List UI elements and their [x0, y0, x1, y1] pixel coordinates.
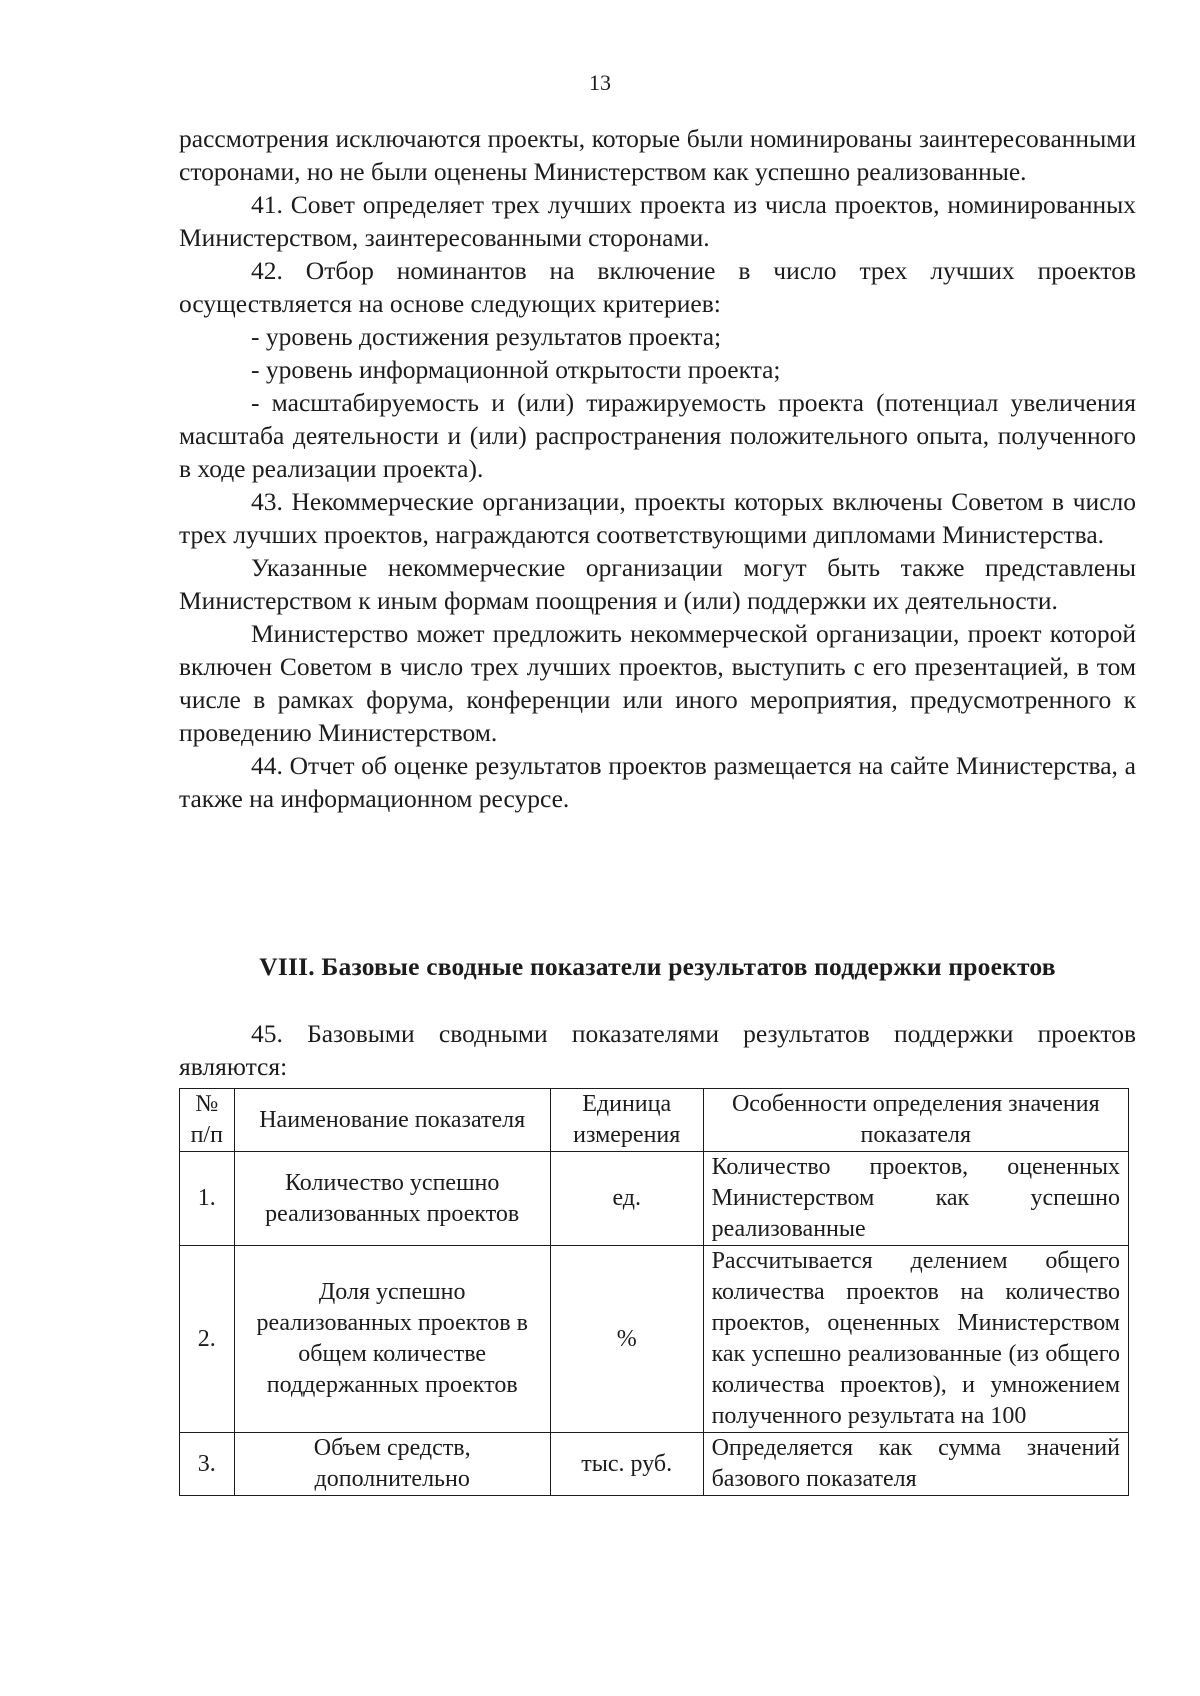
row-number: 2.	[180, 1246, 235, 1433]
paragraph-41: 41. Совет определяет трех лучших проекта из числа проектов, номинированных Министерством, заинтересованными сторонами.	[179, 190, 1136, 252]
paragraph-42: 42. Отбор номинантов на включение в число трех лучших проектов осуществляется на основе следующих критериев:	[179, 256, 1136, 318]
paragraph-45: 45. Базовыми сводными показателями результатов поддержки проектов являются:	[179, 1019, 1136, 1081]
table-header-row	[180, 1089, 1129, 1152]
section-heading: VIII. Базовые сводные показатели результатов поддержки проектов	[259, 952, 1056, 981]
header-indicator-name: Наименование показателя	[234, 1089, 550, 1152]
section-intro	[179, 1017, 1136, 1083]
indicator-unit: ед.	[550, 1152, 703, 1246]
row-number: 3.	[180, 1433, 235, 1496]
indicator-determination: Определяется как сумма значений базового показателя	[703, 1433, 1128, 1496]
indicator-determination: Рассчитывается делением общего количества проектов на количество проектов, оцененных Министерством как успешно реализованные (из общего количества проектов), и умножением полученного результата на 100	[703, 1246, 1128, 1433]
indicators-table	[179, 1088, 1129, 1496]
paragraph: Указанные некоммерческие организации могут быть также представлены Министерством к иным формам поощрения и (или) поддержки их деятельности.	[179, 553, 1136, 615]
table-row	[180, 1152, 1129, 1246]
document-body	[179, 122, 1136, 815]
indicator-name: Объем средств, дополнительно	[234, 1433, 550, 1496]
paragraph-43: 43. Некоммерческие организации, проекты которых включены Советом в число трех лучших проектов, награждаются соответствующими дипломами Министерства.	[179, 487, 1136, 549]
page-number: 13	[589, 70, 611, 95]
header-number: № п/п	[180, 1089, 235, 1152]
paragraph-44: 44. Отчет об оценке результатов проектов размещается на сайте Министерства, а также на информационном ресурсе.	[179, 751, 1136, 813]
header-unit: Единица измерения	[550, 1089, 703, 1152]
table-row	[180, 1433, 1129, 1496]
paragraph: Министерство может предложить некоммерческой организации, проект которой включен Советом в число трех лучших проектов, выступить с его презентацией, в том числе в рамках форума, конференции или иного мероприятия, предусмотренного к проведению Министерством.	[179, 619, 1136, 747]
criterion-item: - масштабируемость и (или) тиражируемость проекта (потенциал увеличения масштаба деятельности и (или) распространения положительного опыта, полученного в ходе реализации проекта).	[179, 388, 1136, 483]
indicator-determination: Количество проектов, оцененных Министерством как успешно реализованные	[703, 1152, 1128, 1246]
table-row	[180, 1246, 1129, 1433]
row-number: 1.	[180, 1152, 235, 1246]
indicator-unit: %	[550, 1246, 703, 1433]
indicator-name: Количество успешно реализованных проектов	[234, 1152, 550, 1246]
indicator-name: Доля успешно реализованных проектов в общем количестве поддержанных проектов	[234, 1246, 550, 1433]
header-determination: Особенности определения значения показателя	[703, 1089, 1128, 1152]
criterion-item: - уровень информационной открытости проекта;	[251, 355, 781, 384]
indicator-unit: тыс. руб.	[550, 1433, 703, 1496]
paragraph: рассмотрения исключаются проекты, которые были номинированы заинтересованными сторонами, но не были оценены Министерством как успешно реализованные.	[179, 124, 1136, 186]
criterion-item: - уровень достижения результатов проекта;	[251, 322, 722, 351]
